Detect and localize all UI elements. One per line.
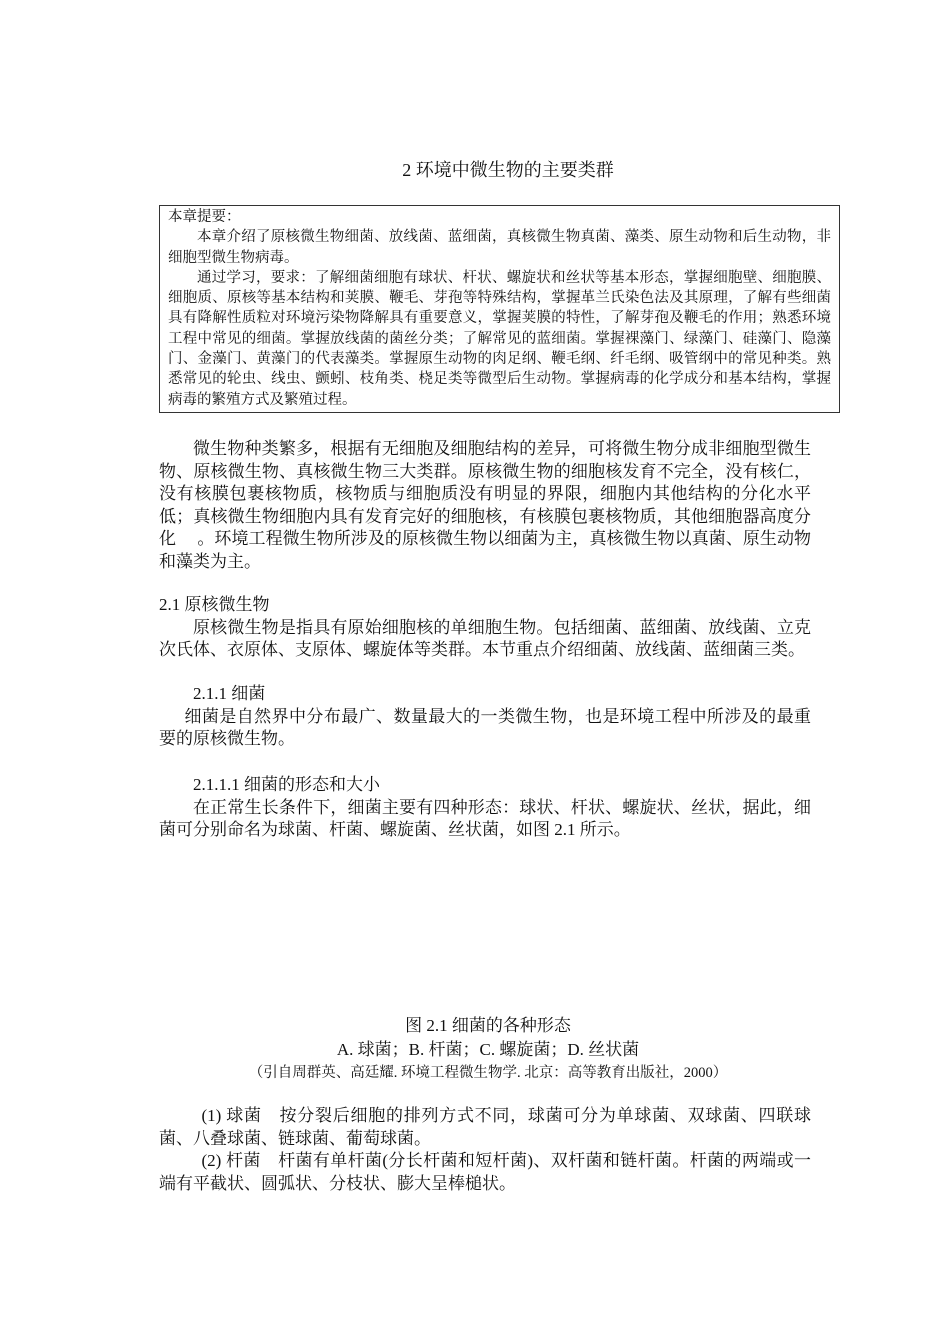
list-item — [159, 1150, 811, 1195]
figure-legend: A. 球菌；B. 杆菌；C. 螺旋菌；D. 丝状菌 — [336, 1040, 640, 1059]
section-2-1 — [159, 594, 811, 662]
list-item-label: (2) 杆菌 — [201, 1151, 261, 1171]
section-paragraph: 原核微生物是指具有原始细胞核的单细胞生物。包括细菌、蓝细菌、放线菌、立克次氏体、衣原体、支原体、螺旋体等类群。本节重点介绍细菌、放线菌、蓝细菌三类。 — [159, 617, 811, 660]
figure-caption: 图 2.1 细菌的各种形态 — [405, 1016, 571, 1035]
chapter-summary-box — [159, 205, 840, 413]
section-paragraph: 细菌是自然界中分布最广、数量最大的一类微生物，也是环境工程中所涉及的最重要的原核微生物。 — [159, 706, 811, 749]
intro-paragraph: 微生物种类繁多，根据有无细胞及细胞结构的差异，可将微生物分成非细胞型微生物、原核微生物、真核微生物三大类群。原核微生物的细胞核发育不完全，没有核仁，没有核膜包裹核物质，核物质与细胞质没有明显的界限，细胞内其他结构的分化水平低；真核微生物细胞内具有发育完好的细胞核，有核膜包裹核物质，其他细胞器高度分化 。环境工程微生物所涉及的原核微生物以细菌为主，真核微生物以真菌、原生动物和藻类为主。 — [159, 439, 811, 571]
summary-heading: 本章提要： — [168, 209, 241, 225]
summary-paragraph: 通过学习，要求：了解细菌细胞有球状、杆状、螺旋状和丝状等基本形态，掌握细胞壁、细胞膜、细胞质、原核等基本结构和荚膜、鞭毛、芽孢等特殊结构，掌握革兰氏染色法及其原理，了解有些细菌具有降解性质粒对环境污染物降解具有重要意义，掌握荚膜的特性，了解芽孢及鞭毛的作用；熟悉环境工程中常见的细菌。掌握放线菌的菌丝分类；了解常见的蓝细菌。掌握裸藻门、绿藻门、硅藻门、隐藻门、金藻门、黄藻门的代表藻类。掌握原生动物的肉足纲、鞭毛纲、纤毛纲、吸管纲中的常见种类。熟悉常见的轮虫、线虫、颤蚓、枝角类、桡足类等微型后生动物。掌握病毒的化学成分和基本结构，掌握病毒的繁殖方式及繁殖过程。 — [168, 269, 831, 408]
section-2-1-1-1 — [159, 774, 811, 842]
section-paragraph: 在正常生长条件下，细菌主要有四种形态：球状、杆状、螺旋状、丝状，据此，细菌可分别命名为球菌、杆菌、螺旋菌、丝状菌，如图 2.1 所示。 — [159, 797, 811, 840]
section-heading: 2.1.1.1 细菌的形态和大小 — [193, 775, 380, 794]
list-item-text: 按分裂后细胞的排列方式不同，球菌可分为单球菌、双球菌、四联球菌、八叠球菌、链球菌、葡萄球菌。 — [159, 1106, 812, 1148]
bacteria-types-list — [159, 1105, 811, 1195]
section-2-1-1 — [159, 683, 811, 751]
list-item-label: (1) 球菌 — [201, 1106, 262, 1125]
figure-source: （引自周群英、高廷耀. 环境工程微生物学. 北京：高等教育出版社，2000） — [248, 1065, 728, 1081]
list-item — [159, 1105, 811, 1150]
intro-section — [159, 438, 811, 574]
section-heading: 2.1.1 细菌 — [193, 684, 266, 703]
chapter-title: 2 环境中微生物的主要类群 — [402, 160, 614, 180]
summary-paragraph: 本章介绍了原核微生物细菌、放线菌、蓝细菌，真核微生物真菌、藻类、原生动物和后生动物，非细胞型微生物病毒。 — [168, 229, 831, 266]
list-item-text: 杆菌有单杆菌(分长杆菌和短杆菌)、双杆菌和链杆菌。杆菌的两端或一端有平截状、圆弧状、分枝状、膨大呈棒槌状。 — [159, 1151, 811, 1193]
section-heading: 2.1 原核微生物 — [159, 595, 270, 614]
